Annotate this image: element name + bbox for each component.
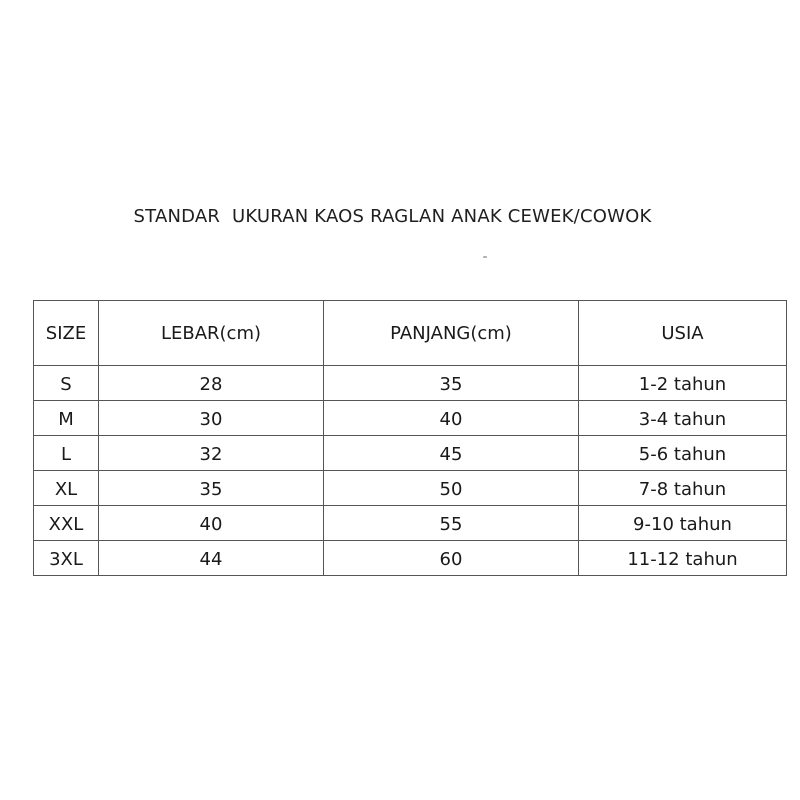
cell-usia: 9-10 tahun bbox=[579, 506, 787, 541]
cell-lebar: 44 bbox=[99, 541, 324, 576]
header-size: SIZE bbox=[34, 301, 99, 366]
cell-lebar: 30 bbox=[99, 401, 324, 436]
cell-size: XXL bbox=[34, 506, 99, 541]
cell-panjang: 60 bbox=[324, 541, 579, 576]
cell-panjang: 40 bbox=[324, 401, 579, 436]
scan-speck bbox=[483, 256, 487, 258]
cell-panjang: 45 bbox=[324, 436, 579, 471]
table-header-row bbox=[34, 301, 787, 366]
cell-usia: 1-2 tahun bbox=[579, 366, 787, 401]
header-panjang: PANJANG(cm) bbox=[324, 301, 579, 366]
cell-size: M bbox=[34, 401, 99, 436]
cell-lebar: 35 bbox=[99, 471, 324, 506]
cell-size: S bbox=[34, 366, 99, 401]
cell-lebar: 32 bbox=[99, 436, 324, 471]
table-row bbox=[34, 366, 787, 401]
table-row bbox=[34, 506, 787, 541]
cell-usia: 11-12 tahun bbox=[579, 541, 787, 576]
cell-lebar: 28 bbox=[99, 366, 324, 401]
table-row bbox=[34, 401, 787, 436]
cell-panjang: 50 bbox=[324, 471, 579, 506]
cell-usia: 7-8 tahun bbox=[579, 471, 787, 506]
table-row bbox=[34, 541, 787, 576]
size-chart-table bbox=[33, 300, 787, 576]
table-row bbox=[34, 436, 787, 471]
cell-size: L bbox=[34, 436, 99, 471]
cell-size: 3XL bbox=[34, 541, 99, 576]
page-title: STANDAR UKURAN KAOS RAGLAN ANAK CEWEK/COWOK bbox=[133, 206, 652, 227]
cell-lebar: 40 bbox=[99, 506, 324, 541]
header-usia: USIA bbox=[579, 301, 787, 366]
cell-usia: 3-4 tahun bbox=[579, 401, 787, 436]
table-row bbox=[34, 471, 787, 506]
cell-size: XL bbox=[34, 471, 99, 506]
cell-panjang: 55 bbox=[324, 506, 579, 541]
cell-usia: 5-6 tahun bbox=[579, 436, 787, 471]
header-lebar: LEBAR(cm) bbox=[99, 301, 324, 366]
cell-panjang: 35 bbox=[324, 366, 579, 401]
